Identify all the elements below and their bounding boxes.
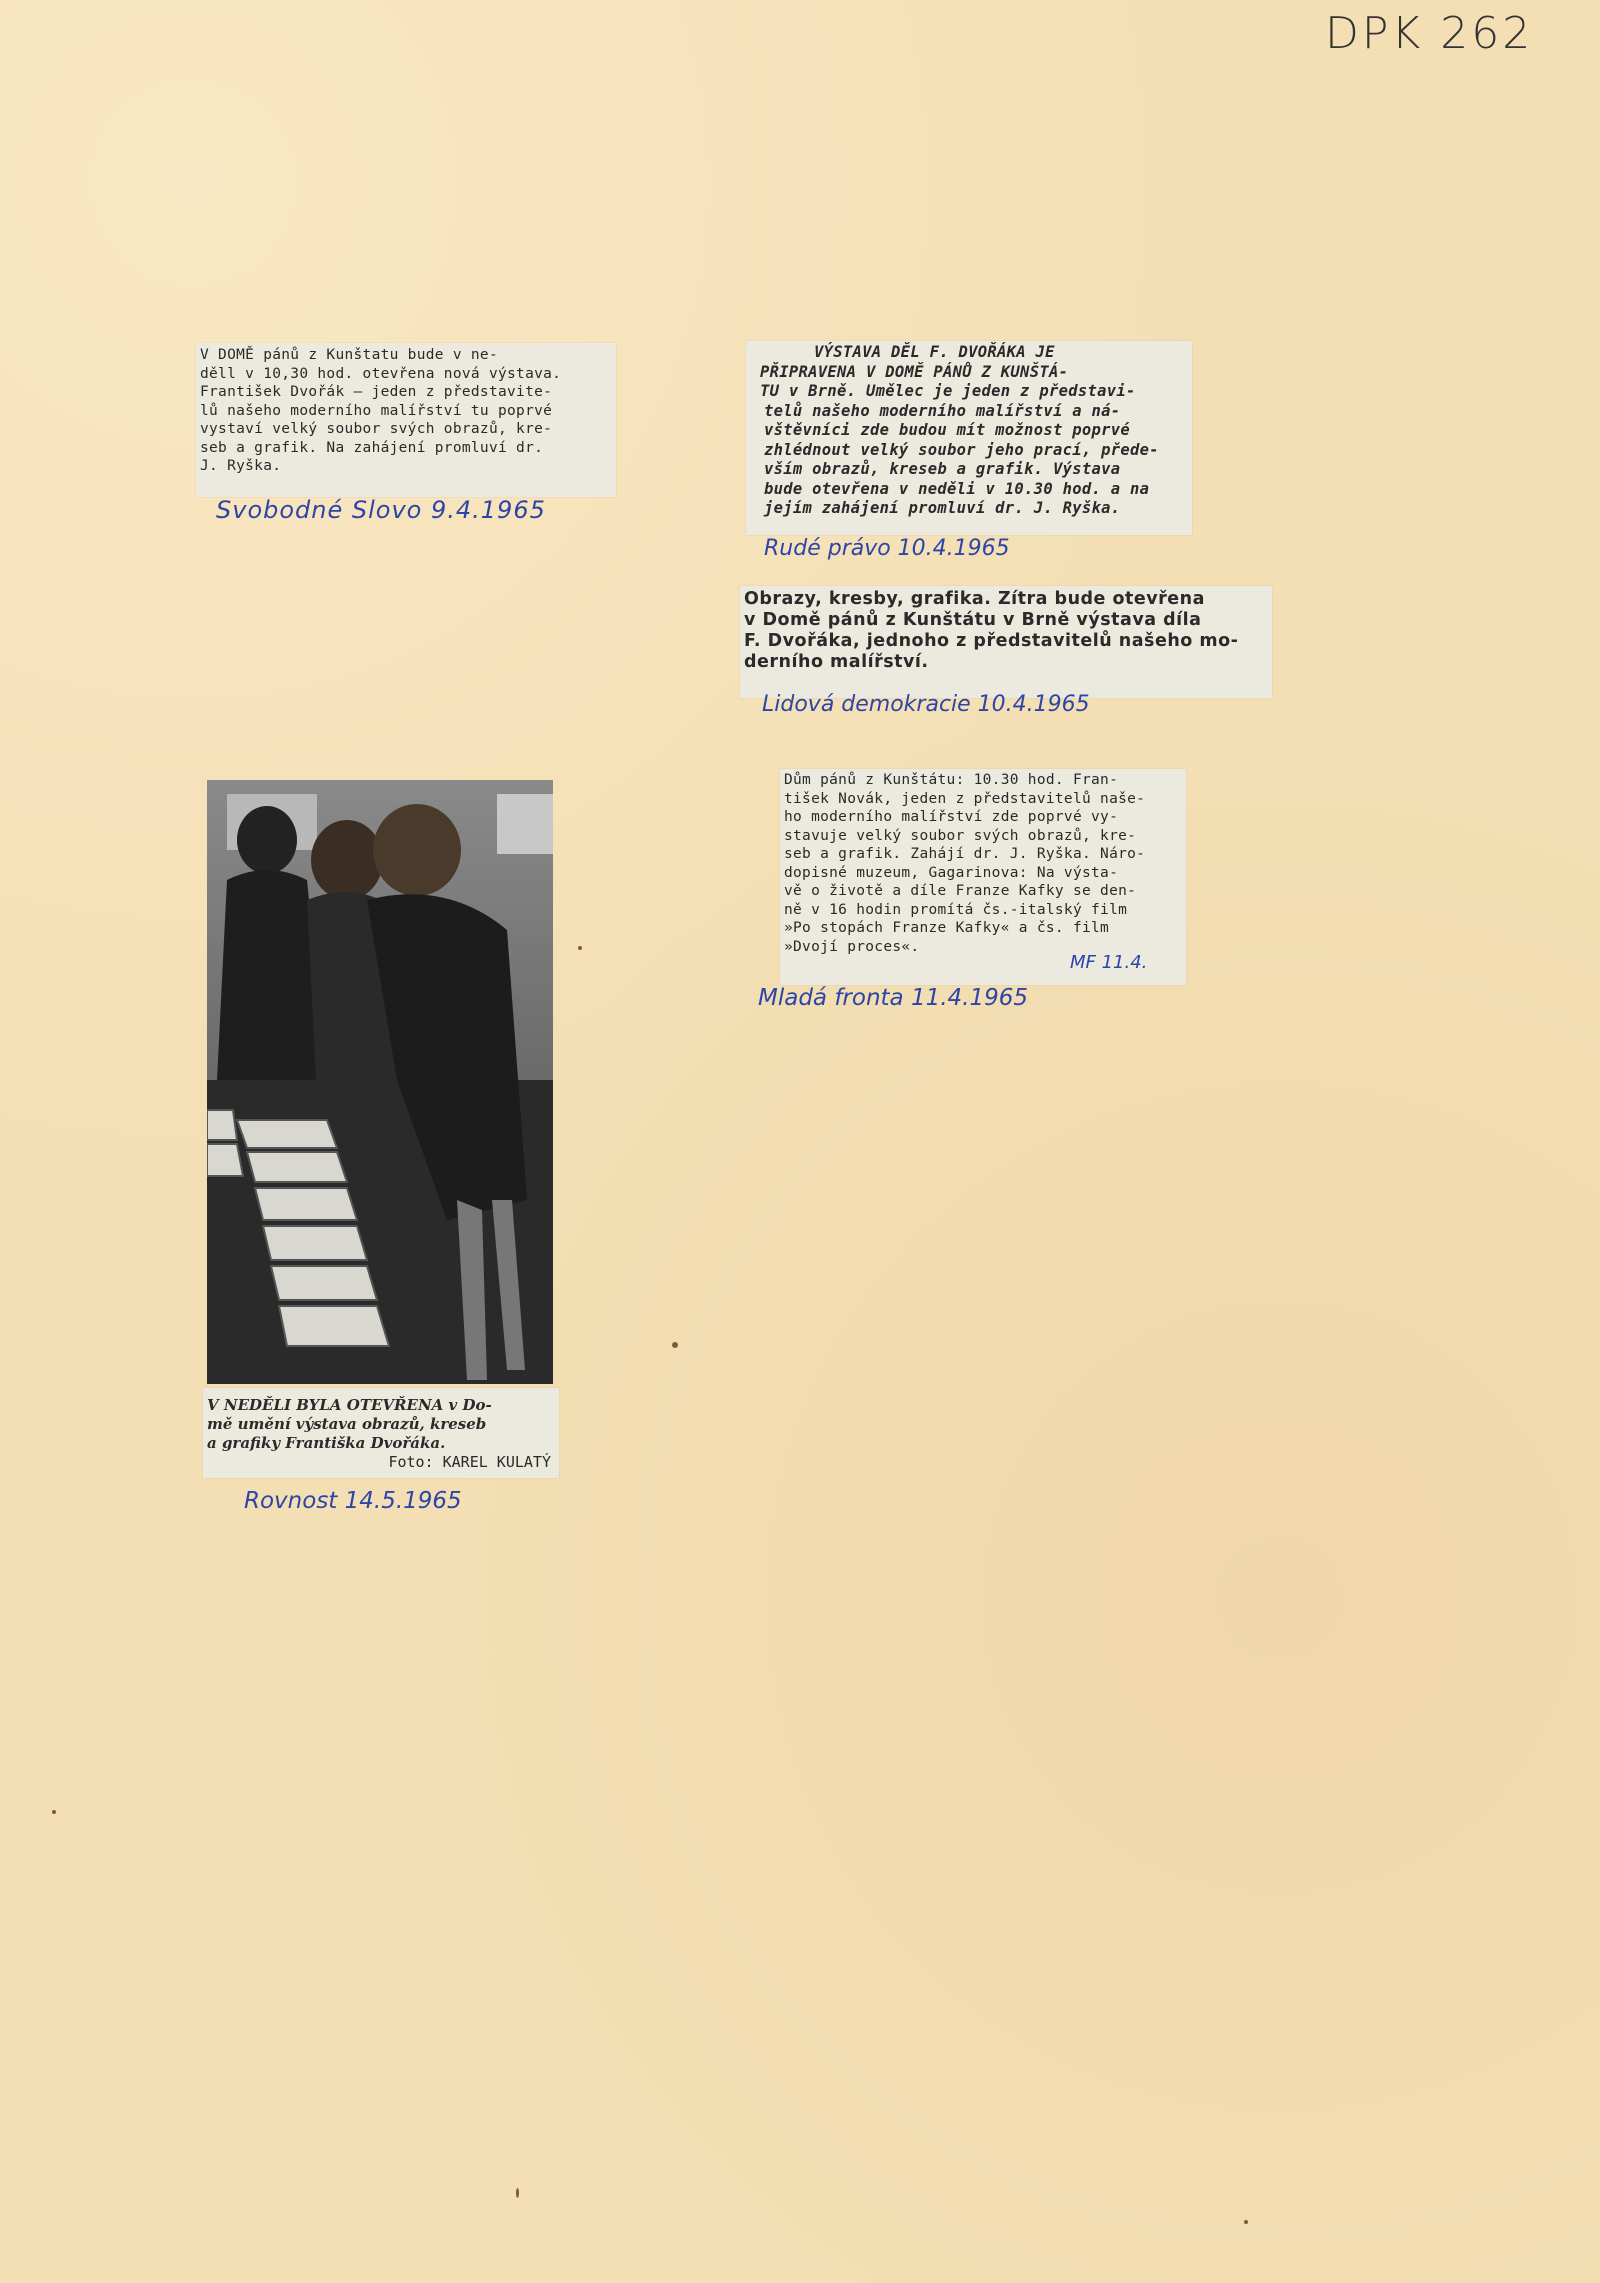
margin-mark: MF 11.4. xyxy=(1070,952,1148,973)
archive-code: DPK 262 xyxy=(1325,8,1534,59)
caption-line: mě umění výstava obrazů, kreseb xyxy=(207,1415,487,1433)
clipping-text-line: ně v 16 hodin promítá čs.-italský film xyxy=(784,901,1128,918)
clipping-text-line: vystaví velký soubor svých obrazů, kre- xyxy=(200,421,553,437)
clipping-text-line: V DOMĚ pánů z Kunštatu bude v ne- xyxy=(200,347,498,363)
paper-speck xyxy=(578,946,582,950)
source-note-lidova-demokracie: Lidová demokracie 10.4.1965 xyxy=(762,692,1090,717)
photo-credit: Foto: KAREL KULATÝ xyxy=(388,1453,551,1471)
clipping-text-line: v Domě pánů z Kunštátu v Brně výstava díla xyxy=(744,610,1202,630)
clipping-text-line: tišek Novák, jeden z představitelů naše- xyxy=(784,790,1146,807)
source-note-rude-pravo: Rudé právo 10.4.1965 xyxy=(764,536,1010,561)
paper-speck xyxy=(516,2188,519,2198)
clipping-text-line: PŘIPRAVENA V DOMĚ PÁNŮ Z KUNŠTÁ- xyxy=(760,362,1069,381)
clipping-text-line: seb a grafik. Zahájí dr. J. Ryška. Náro- xyxy=(784,846,1146,862)
clipping-text-line: bude otevřena v neděli v 10.30 hod. a na xyxy=(764,479,1150,498)
clipping-text-line: telů našeho moderního malířství a ná- xyxy=(764,401,1121,420)
photo-caption xyxy=(203,1388,559,1478)
clipping-text-line: F. Dvořáka, jednoho z představitelů našeho mo- xyxy=(744,631,1239,651)
clipping-text-line: VÝSTAVA DĚL F. DVOŘÁKA JE xyxy=(814,343,1055,361)
source-note-mlada-fronta: Mladá fronta 11.4.1965 xyxy=(758,985,1029,1011)
paper-speck xyxy=(672,1342,678,1348)
paper-speck xyxy=(52,1810,56,1814)
clipping-text-line: ho moderního malířství zde poprvé vy- xyxy=(784,809,1119,825)
exhibition-photo xyxy=(207,780,553,1384)
clipping-rude-pravo xyxy=(746,341,1192,535)
clipping-text-line: dopisné muzeum, Gagarinova: Na výsta- xyxy=(784,864,1119,881)
clipping-text-line: »Po stopách Franze Kafky« a čs. film xyxy=(784,920,1110,936)
clipping-svobodne-slovo xyxy=(196,343,616,497)
clipping-text-line: Dům pánů z Kunštátu: 10.30 hod. Fran- xyxy=(784,772,1119,788)
clipping-text-line: děll v 10,30 hod. otevřena nová výstava. xyxy=(200,365,562,382)
source-note-svobodne-slovo: Svobodné Slovo 9.4.1965 xyxy=(216,496,546,524)
clipping-text-line: lů našeho moderního malířství tu poprvé xyxy=(200,402,553,419)
clipping-lidova-demokracie xyxy=(740,586,1272,698)
paper-speck xyxy=(1244,2220,1248,2224)
clipping-text-line: J. Ryška. xyxy=(200,458,282,474)
clipping-text-line: vě o životě a díle Franze Kafky se den- xyxy=(784,883,1137,899)
clipping-text-line: jejím zahájení promluví dr. J. Ryška. xyxy=(764,499,1121,517)
clipping-text-line: Obrazy, kresby, grafika. Zítra bude otevřena xyxy=(744,589,1205,609)
caption-line: a grafiky Františka Dvořáka. xyxy=(207,1434,446,1452)
clipping-text-line: stavuje velký soubor svých obrazů, kre- xyxy=(784,827,1137,844)
clipping-text-line: František Dvořák — jeden z představite- xyxy=(200,384,553,400)
source-note-rovnost: Rovnost 14.5.1965 xyxy=(244,1488,462,1514)
clipping-text-line: derního malířství. xyxy=(744,652,929,672)
clipping-text-line: seb a grafik. Na zahájení promluví dr. xyxy=(200,439,544,456)
caption-line: V NEDĚLI BYLA OTEVŘENA v Do- xyxy=(207,1396,492,1414)
clipping-text-line: TU v Brně. Umělec je jeden z představi- xyxy=(760,382,1136,400)
clipping-text-line: »Dvojí proces«. xyxy=(784,938,920,955)
clipping-text-line: vštěvníci zde budou mít možnost poprvé xyxy=(764,421,1131,439)
clipping-text-line: vším obrazů, kreseb a grafik. Výstava xyxy=(764,460,1121,478)
clipping-text-line: zhlédnout velký soubor jeho prací, přede- xyxy=(764,440,1159,459)
